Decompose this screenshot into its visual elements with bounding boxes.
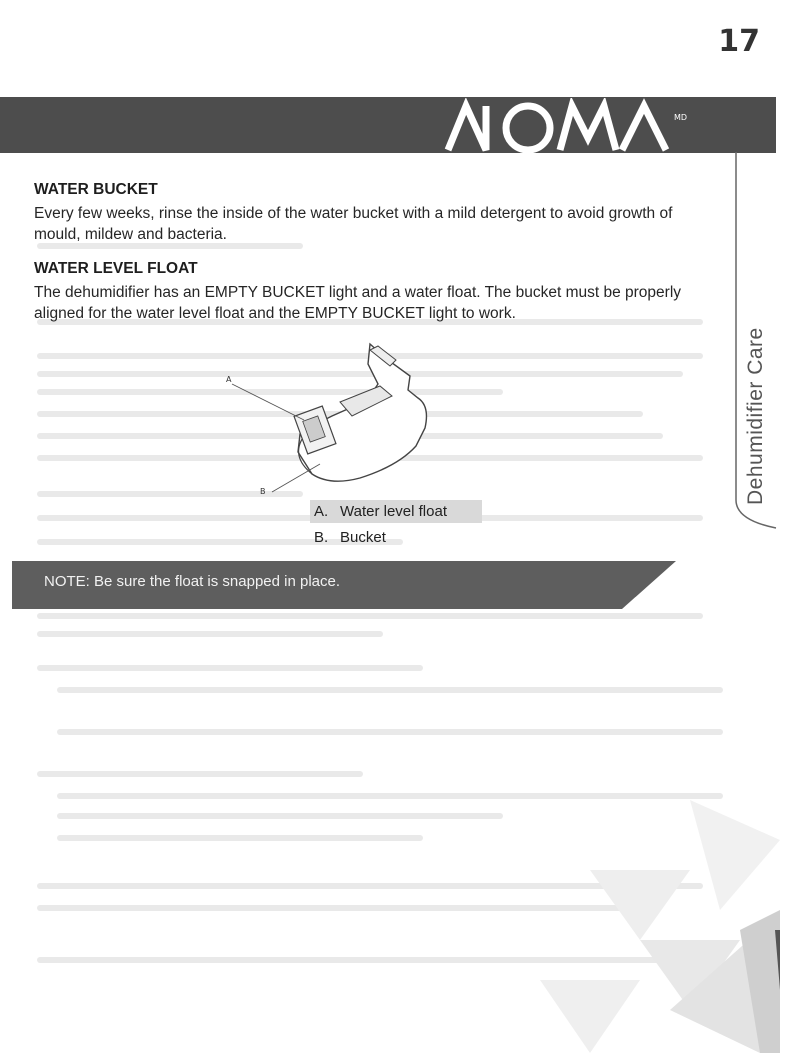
bucket-float-diagram xyxy=(220,336,450,506)
caption-letter-b: B. xyxy=(314,529,329,546)
water-level-float-heading: WATER LEVEL FLOAT xyxy=(34,260,198,277)
caption-letter-a: A. xyxy=(314,503,329,520)
noma-logo xyxy=(442,98,698,156)
water-bucket-body: Every few weeks, rinse the inside of the water bucket with a mild detergent to avoid growth of mould, mildew and bacteria. xyxy=(34,205,673,243)
svg-text:MD: MD xyxy=(674,113,688,122)
caption-bucket xyxy=(310,526,482,549)
note xyxy=(44,573,340,590)
page-number: 17 xyxy=(718,24,760,59)
note-text: Be sure the float is snapped in place. xyxy=(94,573,341,590)
side-tab-label: Dehumidifier Care xyxy=(744,327,767,505)
decorative-triangles xyxy=(440,780,780,1053)
callout-a: A xyxy=(226,375,232,384)
water-bucket-heading: WATER BUCKET xyxy=(34,181,158,198)
water-level-float-body: The dehumidifier has an EMPTY BUCKET light and a water float. The bucket must be properly aligned for the water level float and the EMPTY BUCKET light to work. xyxy=(34,284,682,322)
caption-water-level-float xyxy=(310,500,482,523)
caption-text-b: Bucket xyxy=(340,529,386,546)
caption-text-a: Water level float xyxy=(340,503,447,520)
note-label: NOTE: xyxy=(44,573,90,590)
callout-b: B xyxy=(260,487,266,496)
